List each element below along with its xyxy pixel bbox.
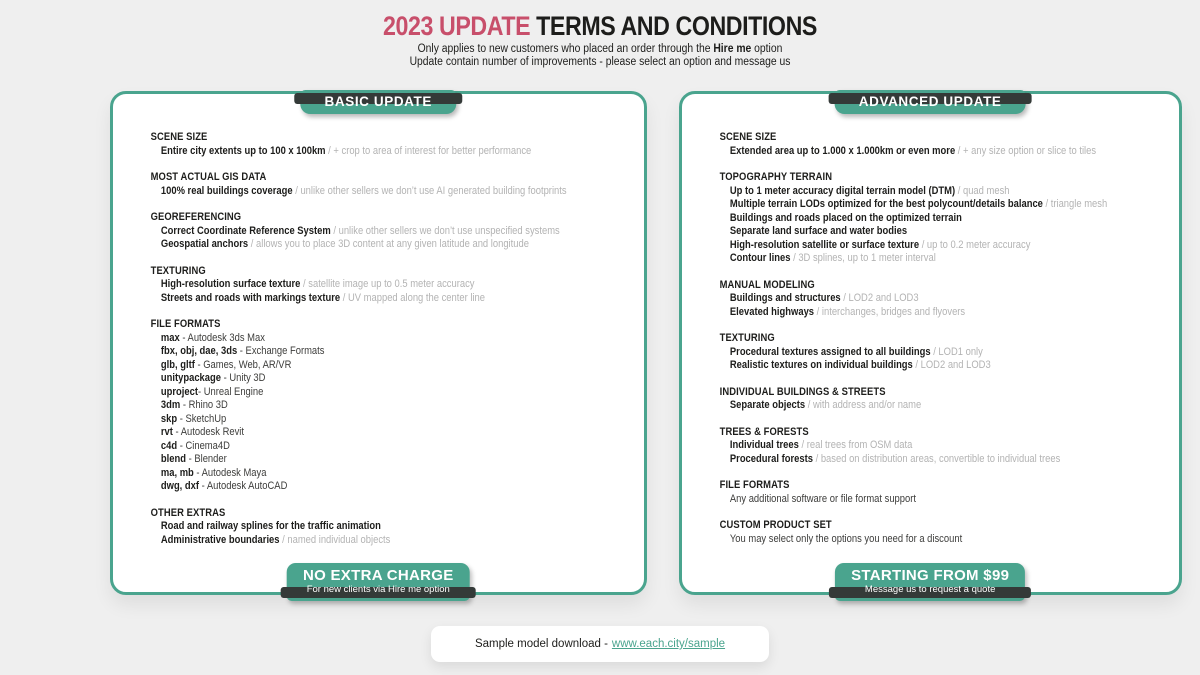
feature-segment: Procedural forests bbox=[729, 452, 813, 465]
feature-segment: - Autodesk 3ds Max bbox=[179, 331, 265, 344]
feature-segment: glb, gltf bbox=[160, 358, 195, 371]
feature-segment: / interchanges, bridges and flyovers bbox=[813, 305, 965, 318]
section-heading: FILE FORMATS bbox=[150, 318, 221, 330]
feature-segment: max bbox=[160, 331, 180, 344]
feature-line bbox=[719, 252, 1179, 266]
advanced-update-feature-list bbox=[682, 94, 1179, 546]
advanced-price-badge bbox=[835, 563, 1025, 601]
subtitle-1-post: option bbox=[751, 43, 783, 55]
feature-segment: You may select only the options you need for a discount bbox=[729, 532, 962, 545]
feature-line bbox=[719, 198, 1179, 212]
feature-line bbox=[151, 413, 644, 427]
feature-line bbox=[151, 359, 644, 373]
feature-segment: / named individual objects bbox=[279, 533, 391, 546]
panel-advanced-update bbox=[679, 91, 1182, 595]
section-heading: FILE FORMATS bbox=[719, 479, 789, 491]
feature-segment: Administrative boundaries bbox=[160, 533, 280, 546]
feature-section bbox=[719, 171, 1179, 266]
subtitle-line-1 bbox=[60, 43, 1140, 56]
feature-segment: Separate land surface and water bodies bbox=[729, 225, 907, 237]
subtitle-line-2: Update contain number of improvements - please select an option and message us bbox=[409, 56, 791, 68]
feature-segment: Up to 1 meter accuracy digital terrain model (DTM) bbox=[729, 184, 955, 197]
advanced-price-subtitle: Message us to request a quote bbox=[864, 584, 996, 595]
feature-segment: / UV mapped along the center line bbox=[340, 291, 485, 304]
feature-segment: fbx, obj, dae, 3ds bbox=[160, 345, 238, 357]
feature-segment: Correct Coordinate Reference System bbox=[160, 224, 331, 237]
subtitle-1-pre: Only applies to new customers who placed an order through the bbox=[417, 43, 714, 55]
section-heading: INDIVIDUAL BUILDINGS & STREETS bbox=[719, 385, 886, 398]
feature-segment: / satellite image up to 0.5 meter accuracy bbox=[300, 278, 475, 290]
feature-segment: ma, mb bbox=[160, 466, 194, 479]
advanced-price-title: STARTING FROM $99 bbox=[851, 567, 1010, 584]
basic-price-title: NO EXTRA CHARGE bbox=[302, 567, 454, 584]
feature-segment: Any additional software or file format support bbox=[729, 492, 916, 505]
feature-segment: uproject bbox=[160, 385, 198, 398]
feature-section bbox=[151, 211, 644, 252]
feature-line bbox=[151, 372, 644, 386]
feature-line bbox=[151, 345, 644, 359]
feature-line bbox=[151, 440, 644, 454]
feature-line bbox=[719, 225, 1179, 239]
feature-segment: Individual trees bbox=[729, 439, 799, 451]
feature-section bbox=[719, 426, 1179, 467]
feature-section bbox=[719, 131, 1179, 158]
feature-line bbox=[719, 439, 1179, 453]
feature-segment: c4d bbox=[160, 439, 178, 452]
feature-segment: dwg, dxf bbox=[160, 480, 200, 492]
section-heading: SCENE SIZE bbox=[150, 131, 208, 143]
feature-line bbox=[151, 332, 644, 346]
feature-section bbox=[719, 386, 1179, 413]
feature-segment: Realistic textures on individual buildings bbox=[729, 359, 913, 371]
feature-line bbox=[719, 399, 1179, 413]
feature-segment: - Unity 3D bbox=[220, 372, 266, 384]
feature-line bbox=[151, 185, 644, 199]
feature-segment: Geospatial anchors bbox=[160, 238, 249, 250]
feature-section bbox=[151, 265, 644, 306]
title-accent: 2023 UPDATE bbox=[383, 11, 531, 41]
section-heading: SCENE SIZE bbox=[719, 131, 776, 143]
section-heading: CUSTOM PRODUCT SET bbox=[719, 519, 832, 531]
feature-segment: / LOD2 and LOD3 bbox=[840, 292, 919, 304]
feature-segment: Separate objects bbox=[729, 399, 805, 411]
feature-section bbox=[719, 279, 1179, 320]
page-title bbox=[84, 12, 1116, 40]
feature-line bbox=[151, 225, 644, 239]
feature-section bbox=[151, 131, 644, 158]
feature-segment: - SketchUp bbox=[177, 412, 227, 425]
feature-line bbox=[719, 145, 1179, 159]
feature-segment: / unlike other sellers we don’t use AI generated building footprints bbox=[292, 184, 567, 197]
feature-line bbox=[151, 238, 644, 252]
page-header bbox=[0, 0, 1200, 69]
section-heading: TREES & FORESTS bbox=[719, 425, 809, 438]
footer-text: Sample model download - bbox=[474, 638, 608, 650]
feature-line bbox=[719, 453, 1179, 467]
basic-update-badge: BASIC UPDATE bbox=[301, 90, 456, 114]
feature-segment: 3dm bbox=[160, 399, 181, 411]
feature-line bbox=[719, 185, 1179, 199]
feature-segment: Multiple terrain LODs optimized for the best polycount/details balance bbox=[729, 198, 1043, 210]
subtitle bbox=[60, 43, 1140, 69]
feature-section bbox=[151, 318, 644, 494]
feature-section bbox=[719, 519, 1179, 546]
feature-segment: skp bbox=[160, 412, 178, 425]
feature-line bbox=[151, 467, 644, 481]
feature-line bbox=[719, 533, 1179, 547]
feature-segment: / 3D splines, up to 1 meter interval bbox=[789, 252, 936, 264]
feature-segment: Extended area up to 1.000 x 1.000km or even more bbox=[729, 144, 955, 157]
feature-segment: - Games, Web, AR/VR bbox=[194, 358, 292, 371]
feature-segment: Entire city extents up to 100 x 100km bbox=[160, 144, 326, 157]
feature-line bbox=[151, 278, 644, 292]
feature-segment: / triangle mesh bbox=[1042, 198, 1107, 210]
feature-segment: / LOD1 only bbox=[930, 345, 983, 358]
feature-segment: / LOD2 and LOD3 bbox=[912, 359, 991, 371]
feature-segment: rvt bbox=[160, 426, 173, 438]
feature-line bbox=[151, 399, 644, 413]
feature-line bbox=[151, 534, 644, 548]
panels-row bbox=[110, 91, 1107, 595]
feature-segment: Procedural textures assigned to all buildings bbox=[729, 345, 931, 358]
feature-line bbox=[719, 212, 1179, 226]
section-heading: MANUAL MODELING bbox=[719, 278, 815, 291]
feature-line bbox=[151, 426, 644, 440]
feature-segment: / unlike other sellers we don’t use unspecified systems bbox=[330, 224, 560, 237]
feature-segment: - Blender bbox=[185, 453, 227, 465]
feature-line bbox=[151, 386, 644, 400]
feature-segment: Buildings and roads placed on the optimized terrain bbox=[729, 211, 962, 224]
feature-segment: Streets and roads with markings texture bbox=[160, 291, 341, 304]
feature-segment: Road and railway splines for the traffic animation bbox=[160, 520, 381, 532]
feature-segment: / + any size option or slice to tiles bbox=[954, 144, 1096, 157]
feature-segment: - Rhino 3D bbox=[180, 399, 228, 411]
feature-line bbox=[719, 346, 1179, 360]
feature-segment: 100% real buildings coverage bbox=[160, 184, 293, 197]
feature-line bbox=[719, 493, 1179, 507]
feature-segment: - Autodesk Maya bbox=[193, 466, 267, 479]
feature-line bbox=[719, 292, 1179, 306]
feature-segment: / + crop to area of interest for better performance bbox=[325, 144, 532, 157]
panel-basic-update bbox=[110, 91, 647, 595]
title-rest: TERMS AND CONDITIONS bbox=[530, 11, 817, 41]
section-heading: GEOREFERENCING bbox=[150, 211, 242, 223]
feature-line bbox=[719, 306, 1179, 320]
feature-segment: Elevated highways bbox=[729, 305, 814, 318]
feature-segment: unitypackage bbox=[160, 372, 221, 384]
section-heading: MOST ACTUAL GIS DATA bbox=[150, 171, 267, 183]
feature-segment: High-resolution satellite or surface texture bbox=[729, 238, 919, 251]
feature-segment: / quad mesh bbox=[954, 184, 1010, 197]
feature-segment: - Autodesk Revit bbox=[172, 426, 245, 438]
feature-line bbox=[719, 239, 1179, 253]
feature-segment: / real trees from OSM data bbox=[798, 439, 912, 451]
section-heading: OTHER EXTRAS bbox=[150, 506, 226, 519]
section-heading: TOPOGRAPHY TERRAIN bbox=[719, 171, 832, 183]
feature-line bbox=[151, 145, 644, 159]
footer-sample-pill bbox=[431, 626, 769, 662]
hire-me-emphasis: Hire me bbox=[713, 43, 752, 55]
sample-download-link[interactable]: www.each.city/sample bbox=[611, 638, 726, 650]
feature-section bbox=[719, 479, 1179, 506]
feature-section bbox=[719, 332, 1179, 373]
feature-segment: - Cinema4D bbox=[177, 439, 230, 452]
feature-line bbox=[151, 520, 644, 534]
feature-segment: Buildings and structures bbox=[729, 292, 841, 304]
feature-line bbox=[719, 359, 1179, 373]
feature-segment: blend bbox=[160, 453, 186, 465]
basic-update-feature-list bbox=[113, 94, 644, 547]
basic-price-badge bbox=[287, 563, 470, 601]
basic-price-subtitle: For new clients via Hire me option bbox=[306, 584, 450, 595]
feature-section bbox=[151, 171, 644, 198]
feature-segment: - Unreal Engine bbox=[197, 385, 264, 398]
feature-segment: - Exchange Formats bbox=[237, 345, 325, 357]
advanced-update-badge: ADVANCED UPDATE bbox=[835, 90, 1026, 114]
feature-line bbox=[151, 480, 644, 494]
section-heading: TEXTURING bbox=[150, 264, 206, 277]
feature-segment: / allows you to place 3D content at any given latitude and longitude bbox=[248, 238, 529, 250]
feature-line bbox=[151, 292, 644, 306]
feature-segment: - Autodesk AutoCAD bbox=[199, 480, 288, 492]
feature-segment: Contour lines bbox=[729, 252, 790, 264]
section-heading: TEXTURING bbox=[719, 332, 775, 344]
feature-segment: / with address and/or name bbox=[804, 399, 921, 411]
feature-section bbox=[151, 507, 644, 548]
feature-segment: High-resolution surface texture bbox=[160, 278, 301, 290]
feature-line bbox=[151, 453, 644, 467]
feature-segment: / based on distribution areas, convertible to individual trees bbox=[812, 452, 1060, 465]
feature-segment: / up to 0.2 meter accuracy bbox=[918, 238, 1030, 251]
